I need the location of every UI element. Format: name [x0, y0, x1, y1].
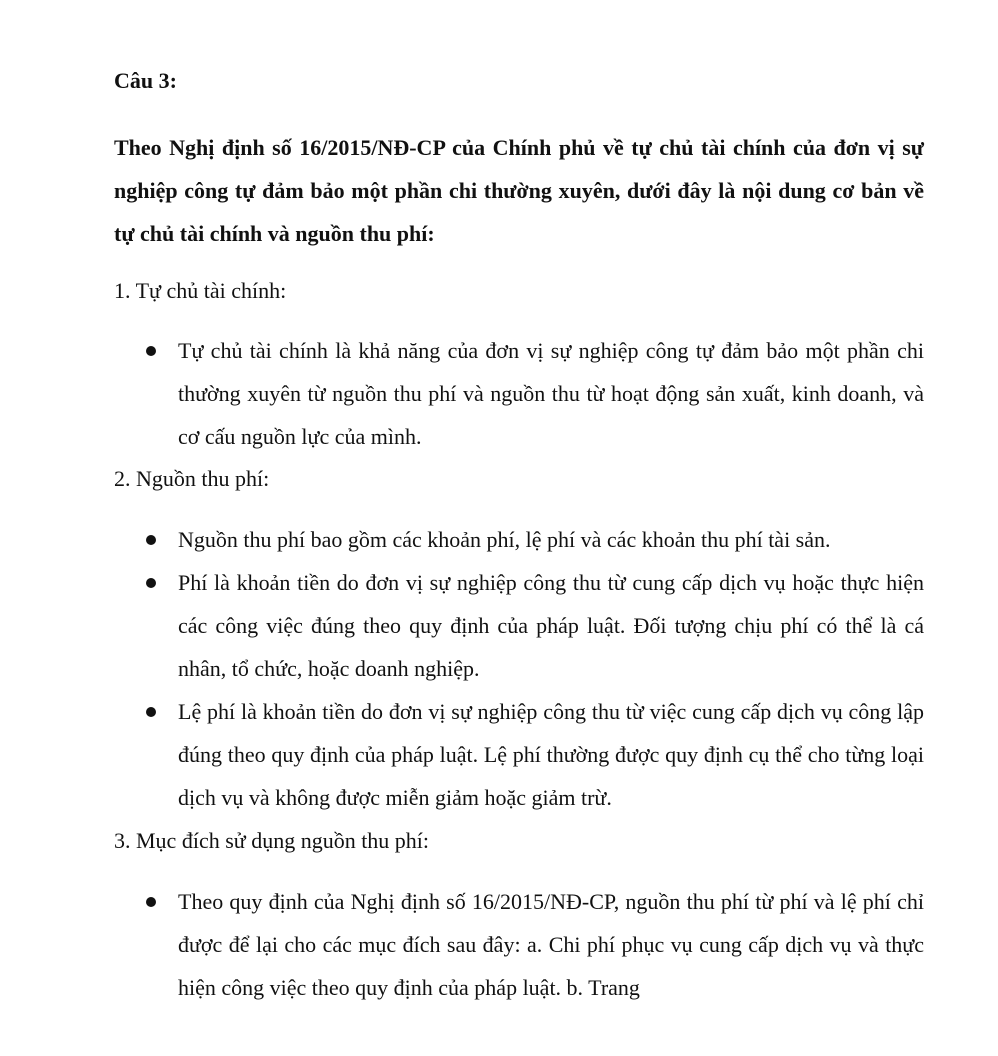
- section-title-financial-autonomy: 1. Tự chủ tài chính:: [114, 278, 287, 303]
- bullet-list-fee-usage: [114, 880, 924, 1009]
- bullet-dot-icon: [146, 707, 156, 717]
- bullet-list-fee-sources: [114, 518, 924, 819]
- bullet-text: Lệ phí là khoản tiền do đơn vị sự nghiệp công thu từ việc cung cấp dịch vụ công lập đúng theo quy định của pháp luật. Lệ phí thường được quy định cụ thể cho từng loại dịch vụ và không được miễn giảm hoặc giảm trừ.: [178, 699, 924, 810]
- intro-paragraph: Theo Nghị định số 16/2015/NĐ-CP của Chính phủ về tự chủ tài chính của đơn vị sự nghiệp công tự đảm bảo một phần chi thường xuyên, dưới đây là nội dung cơ bản về tự chủ tài chính và nguồn thu phí:: [114, 135, 924, 246]
- section-title-fee-usage: 3. Mục đích sử dụng nguồn thu phí:: [114, 828, 430, 853]
- question-heading: Câu 3:: [114, 68, 177, 93]
- bullet-dot-icon: [146, 535, 156, 545]
- list-item: [114, 329, 924, 458]
- bullet-list-financial-autonomy: [114, 329, 924, 458]
- bullet-dot-icon: [146, 346, 156, 356]
- bullet-text: Nguồn thu phí bao gồm các khoản phí, lệ phí và các khoản thu phí tài sản.: [178, 527, 831, 552]
- bullet-dot-icon: [146, 578, 156, 588]
- list-item: [114, 880, 924, 1009]
- bullet-text: Tự chủ tài chính là khả năng của đơn vị sự nghiệp công tự đảm bảo một phần chi thường xuyên từ nguồn thu phí và nguồn thu từ hoạt động sản xuất, kinh doanh, và cơ cấu nguồn lực của mình.: [178, 338, 924, 449]
- list-item: [114, 690, 924, 819]
- list-item: [114, 561, 924, 690]
- section-title-fee-sources: 2. Nguồn thu phí:: [114, 466, 270, 491]
- bullet-dot-icon: [146, 897, 156, 907]
- list-item: [114, 518, 924, 561]
- bullet-text: Theo quy định của Nghị định số 16/2015/NĐ-CP, nguồn thu phí từ phí và lệ phí chỉ được để lại cho các mục đích sau đây: a. Chi phí phục vụ cung cấp dịch vụ và thực hiện công việc theo quy định của pháp luật. b. Trang: [178, 889, 924, 1000]
- bullet-text: Phí là khoản tiền do đơn vị sự nghiệp công thu từ cung cấp dịch vụ hoặc thực hiện các công việc đúng theo quy định của pháp luật. Đối tượng chịu phí có thể là cá nhân, tổ chức, hoặc doanh nghiệp.: [178, 570, 924, 681]
